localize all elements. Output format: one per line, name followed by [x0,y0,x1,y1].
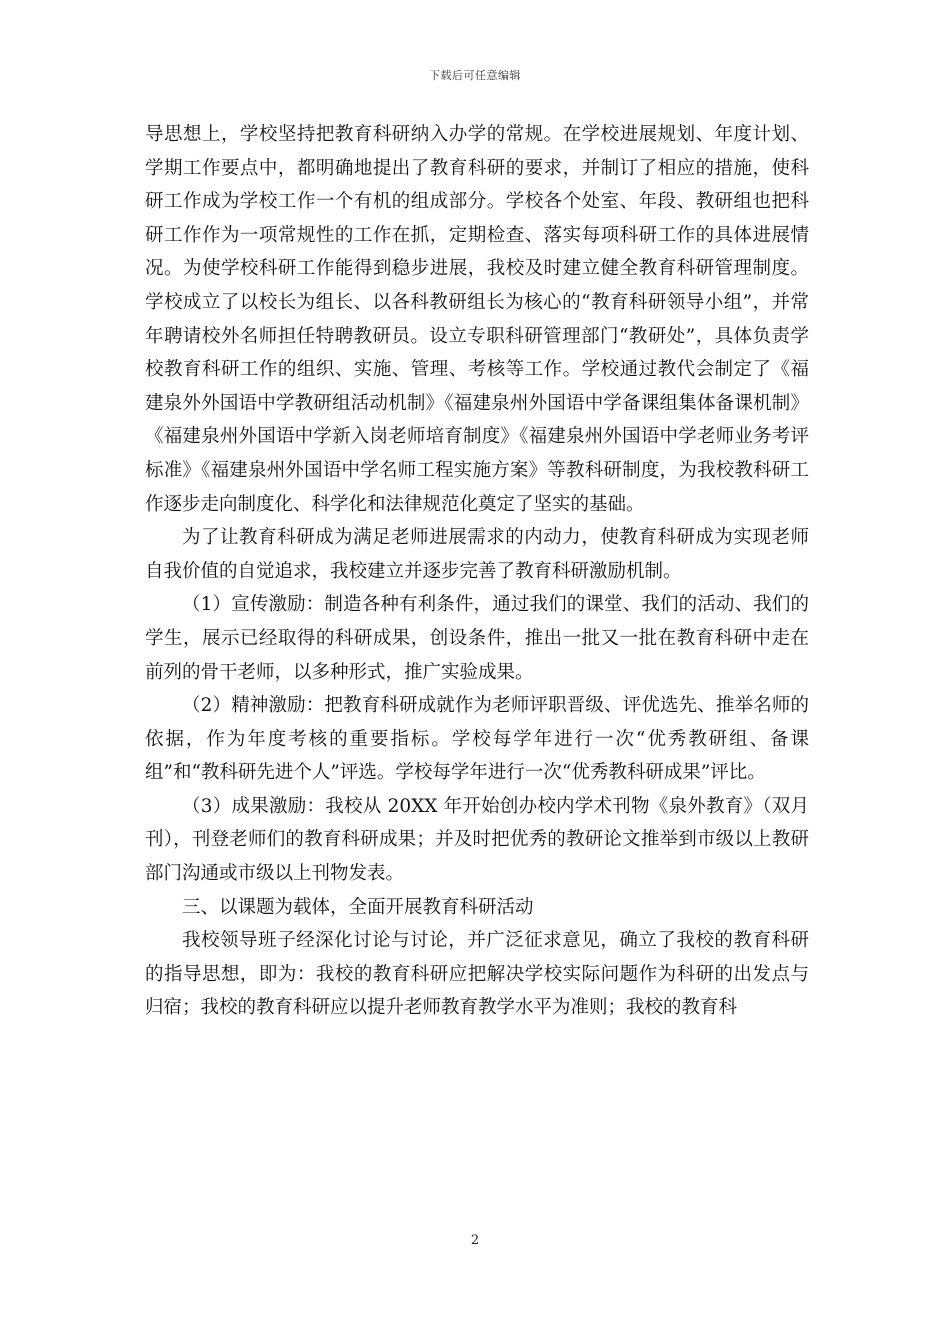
paragraph-continued: 导思想上，学校坚持把教育科研纳入办学的常规。在学校进展规划、年度计划、学期工作要点中，都明确地提出了教育科研的要求，并制订了相应的措施，使科研工作成为学校工作一个有机的组成部分。学校各个处室、年段、教研组也把科研工作作为一项常规性的工作在抓，定期检查、落实每项科研工作的具体进展情况。为使学校科研工作能得到稳步进展，我校及时建立健全教育科研管理制度。学校成立了以校长为组长、以各科教研组长为核心的“教育科研领导小组”，并常年聘请校外名师担任特聘教研员。设立专职科研管理部门“教研处”，具体负责学校教育科研工作的组织、实施、管理、考核等工作。学校通过教代会制定了《福建泉外外国语中学教研组活动机制》《福建泉州外国语中学备课组集体备课机制》《福建泉州外国语中学新入岗老师培育制度》《福建泉州外国语中学老师业务考评标准》《福建泉州外国语中学名师工程实施方案》等教科研制度，为我校教科研工作逐步走向制度化、科学化和法律规范化奠定了坚实的基础。 [145,124,809,515]
section-heading: 三、以课题为载体，全面开展教育科研活动 [182,896,534,918]
paragraph-spiritual-incentive: （2）精神激励：把教育科研成就作为老师评职晋级、评优选先、推举名师的依据，作为年度考核的重要指标。学校每学年进行一次“优秀教研组、备课组”和“教科研先进个人”评选。学校每学年进行一次“优秀教科研成果”评比。 [145,695,809,784]
page-header: 下载后可任意编辑 [429,69,521,82]
document-body [145,118,809,1025]
paragraph-publicity-incentive: （1）宣传激励：制造各种有利条件，通过我们的课堂、我们的活动、我们的学生，展示已经取得的科研成果，创设条件，推出一批又一批在教育科研中走在前列的骨干老师，以多种形式，推广实验成果。 [145,594,809,683]
paragraph-incentive-intro: 为了让教育科研成为满足老师进展需求的内动力，使教育科研成为实现老师自我价值的自觉追求，我校建立并逐步完善了教育科研激励机制。 [145,527,809,582]
paragraph-achievement-incentive: （3）成果激励：我校从 20XX 年开始创办校内学术刊物《泉外教育》（双月刊），刊登老师们的教育科研成果；并及时把优秀的教研论文推举到市级以上教研部门沟通或市级以上刊物发表。 [145,795,809,885]
page-number: 2 [470,1233,480,1248]
paragraph-guiding-thought: 我校领导班子经深化讨论与讨论，并广泛征求意见，确立了我校的教育科研的指导思想，即为：我校的教育科研应把解决学校实际问题作为科研的出发点与归宿；我校的教育科研应以提升老师教育教学水平为准则；我校的教育科 [145,930,809,1019]
